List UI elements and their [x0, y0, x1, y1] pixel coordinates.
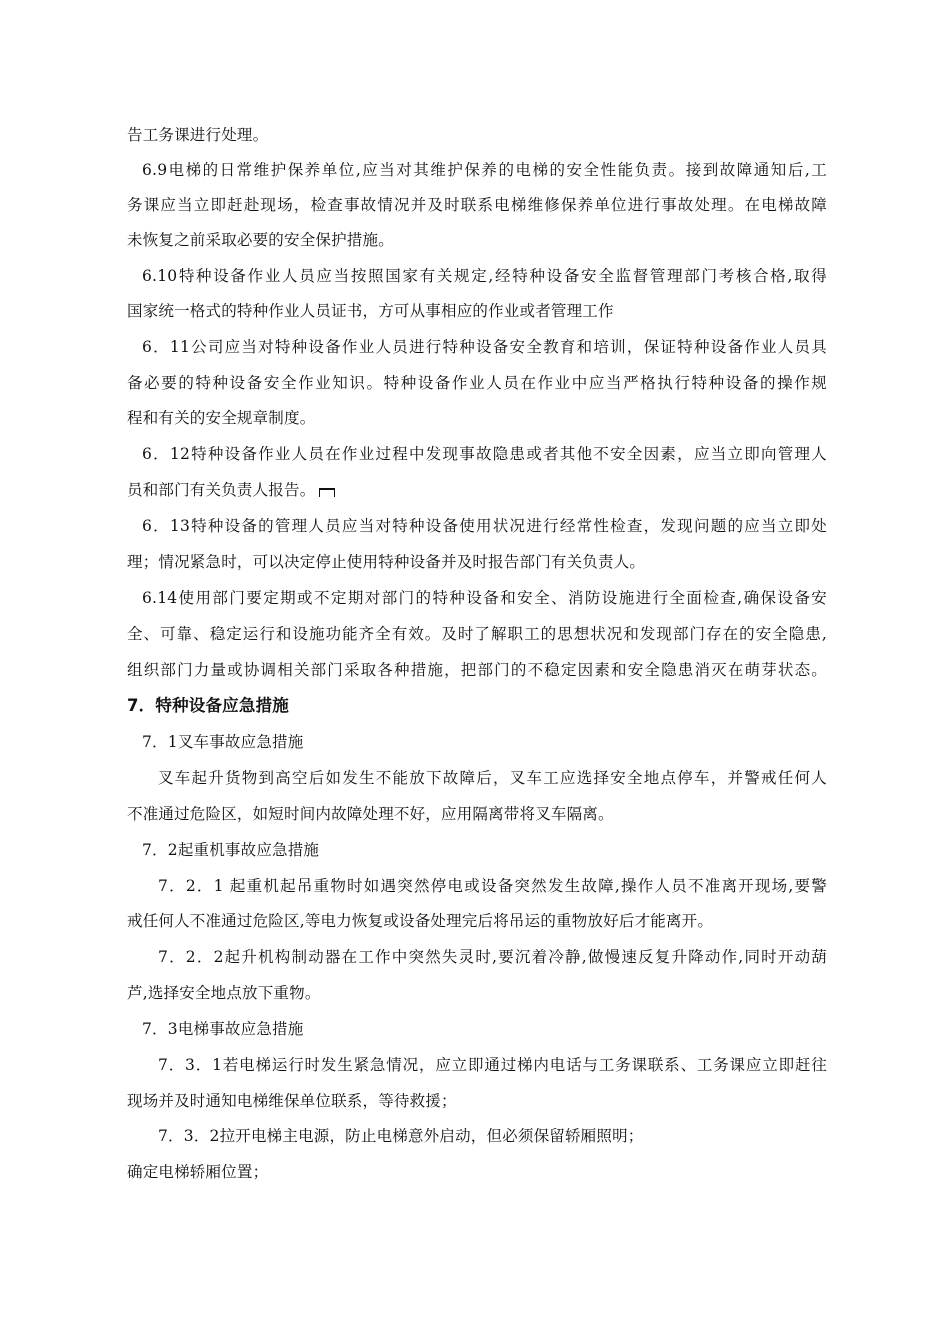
clause-6-9-line-2: 务课应当立即赶赴现场，检查事故情况并及时联系电梯维修保养单位进行事故处理。在电梯故障 — [127, 196, 827, 214]
subsection-7-1-title: 7．1叉车事故应急措施 — [142, 733, 304, 751]
clause-7-2-2-line-2: 芦,选择安全地点放下重物。 — [127, 984, 321, 1002]
clause-6-10-line-2: 国家统一格式的特种作业人员证书，方可从事相应的作业或者管理工作 — [127, 302, 614, 320]
clause-7-2-1-line-1: 7．2．1 起重机起吊重物时如遇突然停电或设备突然发生故障,操作人员不准离开现场,要警 — [158, 877, 827, 895]
clause-7-3-1-line-2: 现场并及时通知电梯维保单位联系，等待救援； — [127, 1092, 457, 1110]
subsection-7-3-title: 7．3电梯事故应急措施 — [142, 1020, 304, 1038]
text-line-final: 确定电梯轿厢位置； — [127, 1163, 269, 1181]
clause-7-3-1-line-1: 7．3．1若电梯运行时发生紧急情况，应立即通过梯内电话与工务课联系、工务课应立即赶往 — [158, 1056, 827, 1074]
clause-6-14-line-3: 组织部门力量或协调相关部门采取各种措施，把部门的不稳定因素和安全隐患消灭在萌芽状态。 — [127, 661, 827, 679]
clause-6-14-line-2: 全、可靠、稳定运行和设施功能齐全有效。及时了解职工的思想状况和发现部门存在的安全隐患, — [127, 625, 827, 643]
section-7-heading: 7．特种设备应急措施 — [127, 696, 289, 715]
clause-6-12-line-1: 6．12特种设备作业人员在作业过程中发现事故隐患或者其他不安全因素，应当立即向管理人 — [142, 445, 827, 463]
clause-6-10-line-1: 6.10特种设备作业人员应当按照国家有关规定,经特种设备安全监督管理部门考核合格,取得 — [142, 267, 827, 285]
para-7-1-line-1: 叉车起升货物到高空后如发生不能放下故障后，叉车工应选择安全地点停车，并警戒任何人 — [158, 769, 827, 787]
clause-7-3-2: 7．3．2拉开电梯主电源，防止电梯意外启动，但必须保留轿厢照明； — [158, 1127, 644, 1145]
subsection-7-2-title: 7．2起重机事故应急措施 — [142, 841, 320, 859]
bracket-mark-icon — [319, 488, 335, 497]
clause-6-13-line-2: 理；情况紧急时，可以决定停止使用特种设备并及时报告部门有关负责人。 — [127, 553, 646, 571]
clause-6-12-line-2: 员和部门有关负责人报告。 — [127, 481, 316, 499]
clause-6-9-line-3: 未恢复之前采取必要的安全保护措施。 — [127, 231, 394, 249]
clause-6-14-line-1: 6.14使用部门要定期或不定期对部门的特种设备和安全、消防设施进行全面检查,确保设备安 — [142, 589, 827, 607]
text-line: 告工务课进行处理。 — [127, 126, 269, 144]
clause-6-11-line-3: 程和有关的安全规章制度。 — [127, 409, 316, 427]
para-7-1-line-2: 不准通过危险区，如短时间内故障处理不好，应用隔离带将叉车隔离。 — [127, 805, 614, 823]
clause-6-11-line-2: 备必要的特种设备安全作业知识。特种设备作业人员在作业中应当严格执行特种设备的操作规 — [127, 374, 827, 392]
clause-6-13-line-1: 6．13特种设备的管理人员应当对特种设备使用状况进行经常性检查，发现问题的应当立即处 — [142, 517, 827, 535]
clause-7-2-1-line-2: 戒任何人不准通过危险区,等电力恢复或设备处理完后将吊运的重物放好后才能离开。 — [127, 912, 714, 930]
clause-6-12-line-2-wrap — [127, 479, 827, 501]
clause-6-11-line-1: 6．11公司应当对特种设备作业人员进行特种设备安全教育和培训，保证特种设备作业人员具 — [142, 338, 827, 356]
clause-7-2-2-line-1: 7．2．2起升机构制动器在工作中突然失灵时,要沉着冷静,做慢速反复升降动作,同时开动葫 — [158, 948, 827, 966]
clause-6-9-line-1: 6.9电梯的日常维护保养单位,应当对其维护保养的电梯的安全性能负责。接到故障通知后,工 — [142, 161, 827, 179]
